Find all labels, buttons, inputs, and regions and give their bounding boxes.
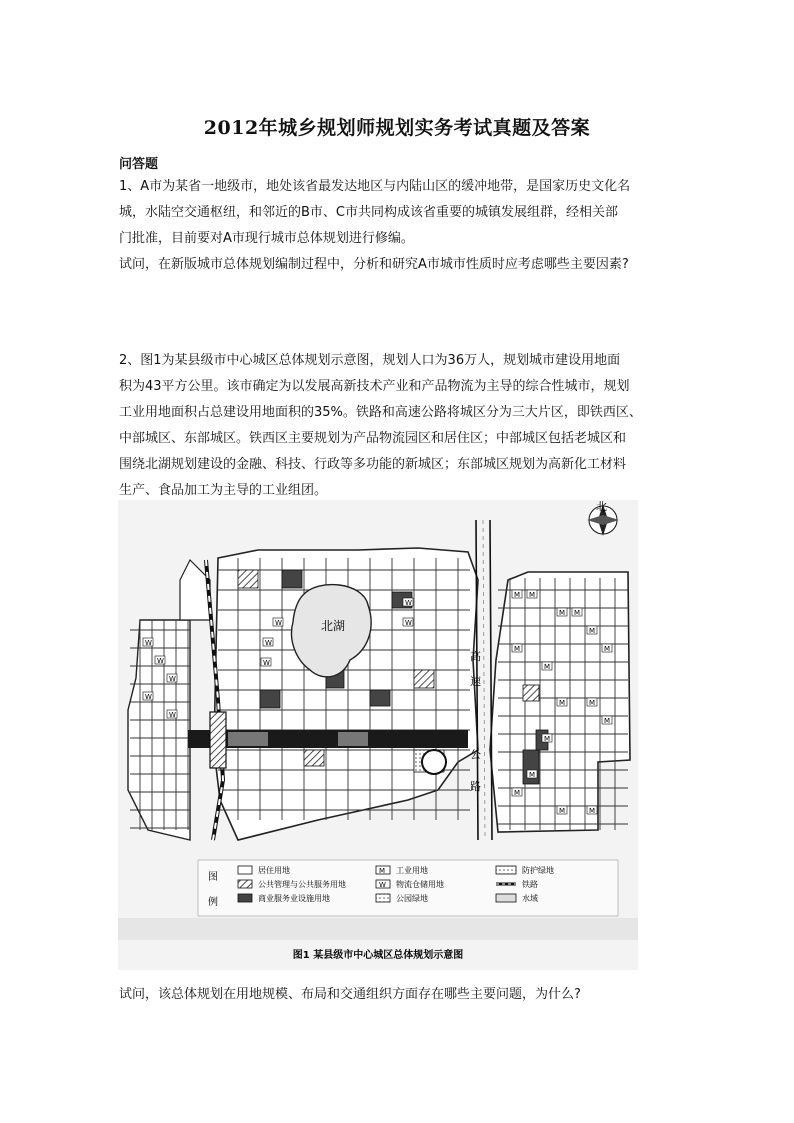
north-label: 北 [596,500,607,513]
public-block [414,670,434,688]
axis-segment [338,732,368,746]
legend-swatch-green-buffer [496,866,516,874]
commercial-block [260,690,280,708]
lake-label: 北湖 [321,619,346,633]
legend-swatch-water [496,894,516,902]
document-title: 2012年城乡规划师规划实务考试真题及答案 [203,117,591,139]
legend-label: 水域 [522,894,538,903]
land-use-symbol: M [574,609,581,617]
legend-label: 物流仓储用地 [396,880,444,889]
section-heading: 问答题 [119,157,159,172]
q2-line: 工业用地面积占总建设用地面积的35%。铁路和高速公路将城区分为三大片区，即铁西区、 [119,405,642,420]
question-2 [119,348,679,504]
q1-line: 城，水陆空交通枢纽，和邻近的B市、C市共同构成该省重要的城镇发展组群，经相关部 [119,205,618,220]
highway-label-char: 路 [470,780,481,793]
q1-line: 试问，在新版城市总体规划编制过程中，分析和研究A市城市性质时应考虑哪些主要因素? [119,257,629,272]
land-use-symbol: W [157,657,164,665]
q2-line: 积为43平方公里。该市确定为以发展高新技术产业和产品物流为主导的综合性城市，规划 [119,379,630,394]
land-use-symbol: M [529,771,536,779]
legend-swatch-public [238,880,252,888]
land-use-symbol: M [604,645,611,653]
commercial-block [370,690,390,706]
q2-line: 围绕北湖规划建设的金融、科技、行政等多功能的新城区；东部城区规划为高新化工材料 [119,457,627,472]
legend-label: 居住用地 [258,866,290,875]
public-block [238,570,258,588]
land-use-symbol: W [405,599,412,607]
highway-label-char: 速 [470,675,481,688]
city-plan-map [118,500,638,970]
highway-label-char: 高 [470,650,481,663]
q2-line: 2、图1为某县级市中心城区总体规划示意图，规划人口为36万人，规划城市建设用地面 [119,353,621,368]
highway-label-char: 公 [470,748,481,761]
land-use-symbol: W [265,639,272,647]
land-use-symbol: M [559,699,566,707]
land-use-symbol: W [275,619,282,627]
land-use-symbol: W [263,659,270,667]
q2-line: 生产、食品加工为主导的工业组团。 [119,483,328,498]
public-block [523,685,539,701]
land-use-symbol: M [589,627,596,635]
land-use-symbol: W [145,639,152,647]
legend-title-char: 例 [208,897,218,908]
land-use-symbol: M [514,789,521,797]
land-use-symbol: W [405,619,412,627]
q1-line: 门批准，目前要对A市现行城市总体规划进行修编。 [119,231,414,246]
public-block [304,750,324,766]
land-use-symbol: W [169,711,176,719]
land-use-symbol: M [589,699,596,707]
commercial-block [282,570,302,588]
land-use-symbol: W [169,675,176,683]
legend-symbol: M [379,867,386,875]
land-use-symbol: M [514,645,521,653]
land-use-symbol: M [544,735,551,743]
legend-symbol: W [379,881,386,889]
legend-label: 铁路 [522,880,538,889]
roundabout [422,750,446,774]
land-use-symbol: M [514,591,521,599]
legend-label: 公园绿地 [396,894,428,903]
legend-swatch-residential [238,866,252,874]
question-1 [119,174,679,278]
legend-swatch-park [376,894,390,902]
land-use-symbol: M [559,609,566,617]
q2-line: 中部城区、东部城区。铁西区主要规划为产品物流园区和居住区；中部城区包括老城区和 [119,431,627,446]
legend-swatch-commercial [238,894,252,902]
land-use-symbol: M [529,591,536,599]
land-use-symbol: W [145,693,152,701]
station-block [210,712,226,768]
figure-caption: 图1 某县级市中心城区总体规划示意图 [292,950,464,961]
land-use-symbol: M [559,807,566,815]
q3-line: 试问，该总体规划在用地规模、布局和交通组织方面存在哪些主要问题，为什么? [119,987,581,1002]
land-use-symbol: M [544,663,551,671]
axis-segment [228,732,268,746]
land-use-symbol: M [589,807,596,815]
legend-label: 防护绿地 [522,866,554,875]
q1-line: 1、A市为某省一地级市，地处该省最发达地区与内陆山区的缓冲地带，是国家历史文化名 [119,179,631,194]
legend-label: 公共管理与公共服务用地 [258,880,346,889]
scan-noise [118,918,638,940]
plan-figure [118,500,638,970]
land-use-symbol: M [604,717,611,725]
legend-label: 工业用地 [396,866,428,875]
legend-label: 商业服务业设施用地 [258,894,330,903]
question-3 [119,982,679,1008]
legend-title-char: 图 [208,872,218,883]
map-legend [198,860,618,916]
